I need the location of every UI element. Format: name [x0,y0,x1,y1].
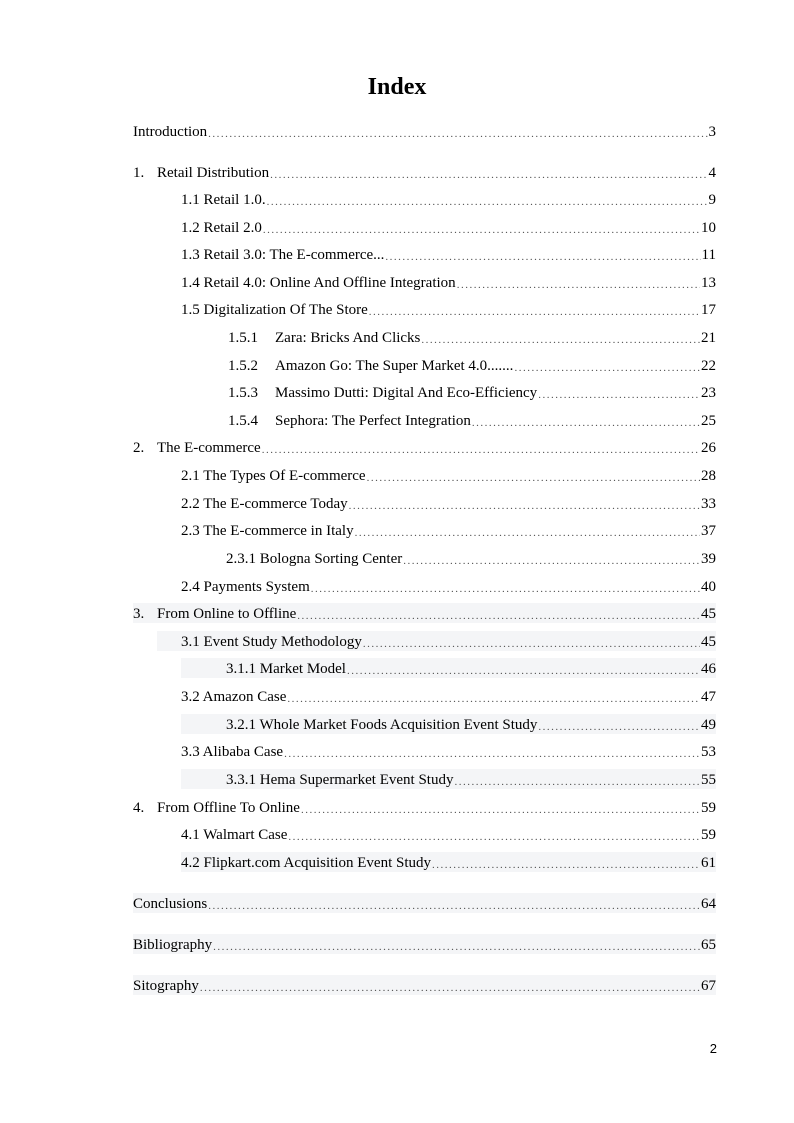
dot-leader [262,443,700,457]
toc-entry-label: 3.3.1 Hema Supermarket Event Study [226,772,454,788]
toc-entry-label: Zara: Bricks And Clicks [275,330,421,346]
toc-entry[interactable] [133,162,716,182]
toc-entry[interactable] [133,437,716,457]
toc-entry-page: 49 [701,717,716,733]
toc-entry-page: 53 [701,744,716,760]
toc-entry-number: 1.5.4 [228,413,258,429]
toc-entry-label: Sephora: The Perfect Integration [275,413,471,429]
toc-entry-number: 1.5.3 [228,385,258,401]
toc-entry-page: 4 [708,165,716,181]
toc-entry[interactable] [181,852,716,872]
dot-leader [287,692,700,706]
dot-leader [538,720,700,734]
toc-entry-label: Introduction [133,124,208,140]
toc-entry-label: From Offline To Online [157,800,300,816]
toc-entry-page: 21 [701,330,716,346]
dot-leader [454,775,700,789]
toc-entry-label: 1.3 Retail 3.0: The E-commerce... [181,247,385,263]
dot-leader [363,637,700,651]
page-title: Index [367,74,427,100]
toc-entry[interactable] [181,741,716,761]
toc-entry[interactable] [181,217,716,237]
toc-entry[interactable] [133,893,716,913]
toc-entry-label: 1.5 Digitalization Of The Store [181,302,368,318]
toc-entry[interactable] [181,824,716,844]
toc-entry-number: 3. [133,606,145,622]
toc-entry[interactable] [133,603,716,623]
toc-entry[interactable] [133,797,716,817]
page-number: 2 [709,1041,717,1056]
toc-entry-page: 23 [701,385,716,401]
dot-leader [297,609,700,623]
toc-entry-page: 28 [701,468,716,484]
toc-entry-label: 3.1.1 Market Model [226,661,346,677]
dot-leader [200,981,700,995]
toc-entry-label: 3.3 Alibaba Case [181,744,284,760]
toc-entry[interactable] [133,121,716,141]
toc-entry-page: 13 [701,275,716,291]
dot-leader [514,361,700,375]
toc-entry[interactable] [181,769,716,789]
toc-entry-page: 26 [701,440,716,456]
toc-entry[interactable] [181,465,716,485]
toc-entry-number: 1. [133,165,145,181]
toc-entry-label: 1.1 Retail 1.0. [181,192,266,208]
toc-entry[interactable] [181,686,716,706]
dot-leader [311,582,700,596]
toc-entry-page: 65 [701,937,716,953]
dot-leader [263,223,700,237]
toc-entry-page: 25 [701,413,716,429]
dot-leader [208,899,700,913]
toc-entry-label: Retail Distribution [157,165,270,181]
toc-entry[interactable] [133,934,716,954]
toc-entry-label: 2.3.1 Bologna Sorting Center [226,551,403,567]
toc-entry-label: 1.2 Retail 2.0 [181,220,262,236]
dot-leader [355,526,700,540]
dot-leader [472,416,700,430]
toc-entry-page: 9 [708,192,716,208]
dot-leader [432,858,700,872]
toc-entry-number: 1.5.2 [228,358,258,374]
toc-entry-label: 3.2.1 Whole Market Foods Acquisition Event Study [226,717,538,733]
toc-entry-label: 3.2 Amazon Case [181,689,287,705]
toc-entry-label: 4.2 Flipkart.com Acquisition Event Study [181,855,431,871]
dot-leader [301,803,700,817]
toc-entry-label: Bibliography [133,937,213,953]
toc-entry-number: 2. [133,440,145,456]
toc-entry-page: 61 [701,855,716,871]
toc-entry-page: 64 [701,896,716,912]
toc-entry-label: The E-commerce [157,440,261,456]
toc-entry-label: Sitography [133,978,199,994]
toc-entry-page: 45 [701,606,716,622]
toc-entry-label: Amazon Go: The Super Market 4.0....... [275,358,514,374]
toc-entry[interactable] [181,658,716,678]
dot-leader [213,940,700,954]
toc-entry-number: 1.5.1 [228,330,258,346]
toc-entry[interactable] [157,631,716,651]
toc-entry[interactable] [181,299,716,319]
toc-entry-page: 39 [701,551,716,567]
toc-entry-page: 45 [701,634,716,650]
toc-entry-number: 4. [133,800,145,816]
dot-leader [347,664,700,678]
dot-leader [349,499,700,513]
toc-entry[interactable] [228,382,716,402]
toc-entry-page: 11 [701,247,716,263]
dot-leader [267,195,708,209]
toc-entry[interactable] [228,355,716,375]
toc-entry-page: 67 [701,978,716,994]
dot-leader [284,747,700,761]
dot-leader [385,250,700,264]
toc-entry-page: 55 [701,772,716,788]
dot-leader [288,830,700,844]
toc-entry-label: 2.2 The E-commerce Today [181,496,348,512]
toc-entry-page: 59 [701,827,716,843]
dot-leader [270,168,707,182]
toc-entry-page: 46 [701,661,716,677]
toc-entry-label: Massimo Dutti: Digital And Eco-Efficiency [275,385,538,401]
toc-entry[interactable] [181,576,716,596]
toc-entry-page: 37 [701,523,716,539]
toc-entry-page: 40 [701,579,716,595]
dot-leader [208,127,707,141]
toc-entry[interactable] [181,493,716,513]
dot-leader [538,388,700,402]
toc-entry-page: 59 [701,800,716,816]
toc-entry-page: 47 [701,689,716,705]
toc-entry[interactable] [181,714,716,734]
toc-entry[interactable] [228,410,716,430]
toc-entry-page: 3 [708,124,716,140]
toc-entry-label: Conclusions [133,896,208,912]
dot-leader [369,305,700,319]
toc-entry-label: 3.1 Event Study Methodology [181,634,362,650]
toc-entry-label: 2.3 The E-commerce in Italy [181,523,354,539]
toc-entry-label: 2.4 Payments System [181,579,310,595]
toc-entry[interactable] [181,189,716,209]
toc-entry-page: 17 [701,302,716,318]
toc-entry[interactable] [226,548,716,568]
toc-entry[interactable] [181,244,716,264]
toc-entry-page: 33 [701,496,716,512]
dot-leader [421,333,700,347]
toc-entry[interactable] [181,520,716,540]
toc-entry-label: 4.1 Walmart Case [181,827,288,843]
dot-leader [403,554,700,568]
toc-entry[interactable] [181,272,716,292]
toc-entry-label: 2.1 The Types Of E-commerce [181,468,366,484]
toc-entry-page: 22 [701,358,716,374]
toc-entry[interactable] [228,327,716,347]
dot-leader [457,278,700,292]
toc-entry-label: From Online to Offline [157,606,297,622]
toc-entry-page: 10 [701,220,716,236]
dot-leader [367,471,700,485]
toc-entry-label: 1.4 Retail 4.0: Online And Offline Integration [181,275,456,291]
toc-entry[interactable] [133,975,716,995]
